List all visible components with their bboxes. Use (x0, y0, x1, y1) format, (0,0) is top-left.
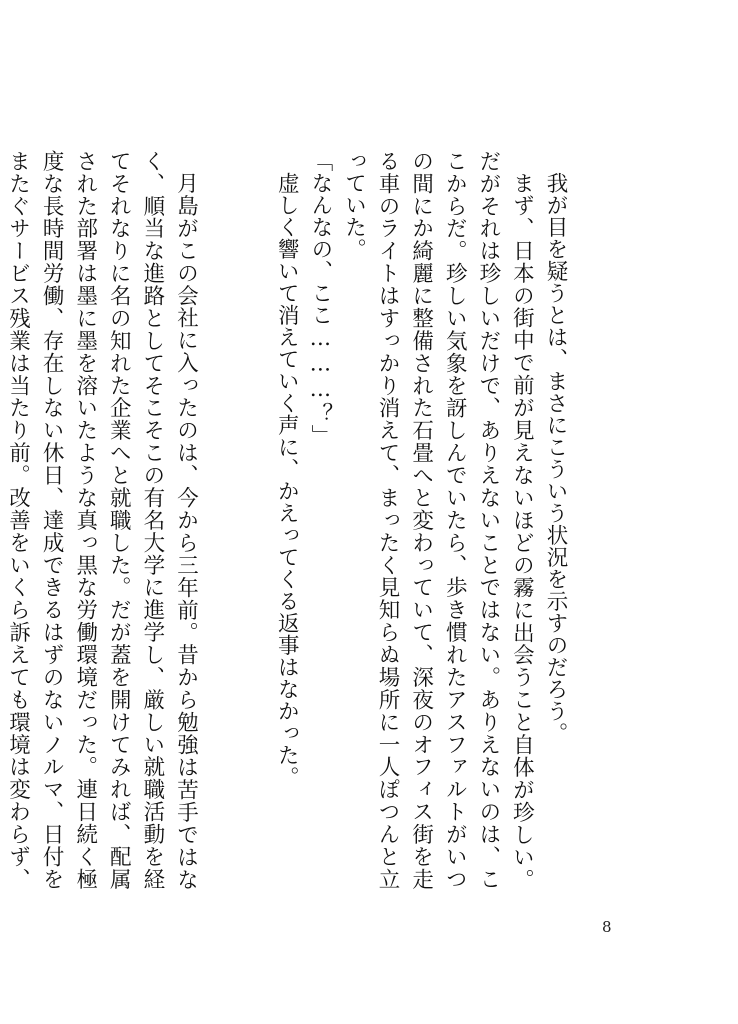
paragraph-1: 我が目を疑うとは、まさにこういう状況を示すのだろう。 (543, 171, 568, 744)
dialogue-line: 「なんなの、ここ………？」 (307, 150, 333, 447)
section-break-2 (202, 150, 236, 151)
paragraph-2: まず、日本の街中で前が見えないほどの霧に出会うこと自体が珍しい。だがそれは珍しいだけで、ありえないことではない。ありえないのは、ここからだ。珍しい気象を訝しんでいたら、歩き慣れたアスファルトがいつの間にか綺麗に整備された石畳へと変わっていて、深夜のオフィス街を走る車のライトはすっかり消えて、まったく見知らぬ場所に一人ぽつんと立っていた。 (341, 150, 535, 890)
page-number: 8 (602, 918, 612, 936)
paragraph-4: 月島がこの会社に入ったのは、今から三年前。昔から勉強は苦手ではなく、順当な進路としてそこそこの有名大学に進学し、厳しい就職活動を経てそれなりに名の知れた企業へと就職した。だが蓋を開けてみれば、配属された部署は墨に墨を溶いたような真っ黒な労働環境だった。連日続く極度な長時間労働、存在しない休日、達成できるはずのないノルマ、日付をまたぐサービス残業は当たり前。改善をいくら訴えても環境は変わらず、 (5, 150, 199, 890)
vertical-text-body (0, 150, 572, 890)
section-break (236, 150, 270, 151)
paragraph-3: 虚しく響いて消えていく声に、かえってくる返事はなかった。 (274, 171, 300, 788)
